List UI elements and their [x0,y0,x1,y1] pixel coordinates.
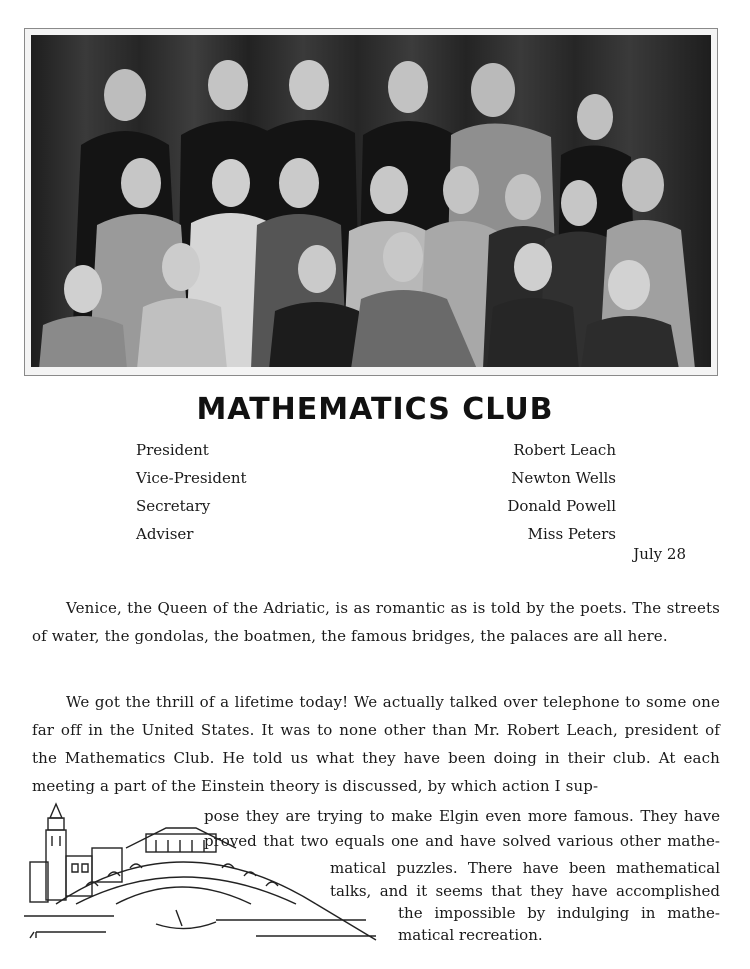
officer-role: Vice-President [136,469,247,487]
wrapped-text-line: proved that two equals one and have solved various other mathe- [204,832,720,850]
officer-role: President [136,441,209,459]
venice-bridge-illustration [16,800,386,950]
club-members-silhouettes [31,35,711,367]
wrapped-text-line: pose they are trying to make Elgin even more famous. They have [204,807,720,825]
entry-date: July 28 [633,545,686,563]
wrapped-text-line: matical recreation. [398,926,543,944]
officer-role: Secretary [136,497,211,515]
officers-list [136,436,616,548]
officer-name: Miss Peters [527,525,616,543]
officer-name: Newton Wells [511,469,616,487]
wrapped-text-line: matical puzzles. There have been mathematical [330,859,720,877]
officer-row [136,492,616,520]
officer-row [136,520,616,548]
wrapped-text-line: talks, and it seems that they have accomplished [330,882,720,900]
paragraph-telephone: We got the thrill of a lifetime today! We actually talked over telephone to some one far off in the United States. It was to none other than Mr. Robert Leach, president of the Mathematics Club. He told us what they have been doing in their club. At each meeting a part of the Einstein theory is discussed, by which action I sup- [32,693,720,795]
group-photo-frame [24,28,718,376]
officer-row [136,436,616,464]
page-title: MATHEMATICS CLUB [196,392,554,427]
officer-role: Adviser [136,525,194,543]
officer-name: Donald Powell [507,497,616,515]
group-photo [31,35,711,367]
officer-name: Robert Leach [513,441,616,459]
paragraph-venice: Venice, the Queen of the Adriatic, is as romantic as is told by the poets. The streets of water, the gondolas, the boatmen, the famous bridges, the palaces are all here. [32,599,720,645]
wrapped-text-line: the impossible by indulging in mathe- [398,904,720,922]
officer-row [136,464,616,492]
